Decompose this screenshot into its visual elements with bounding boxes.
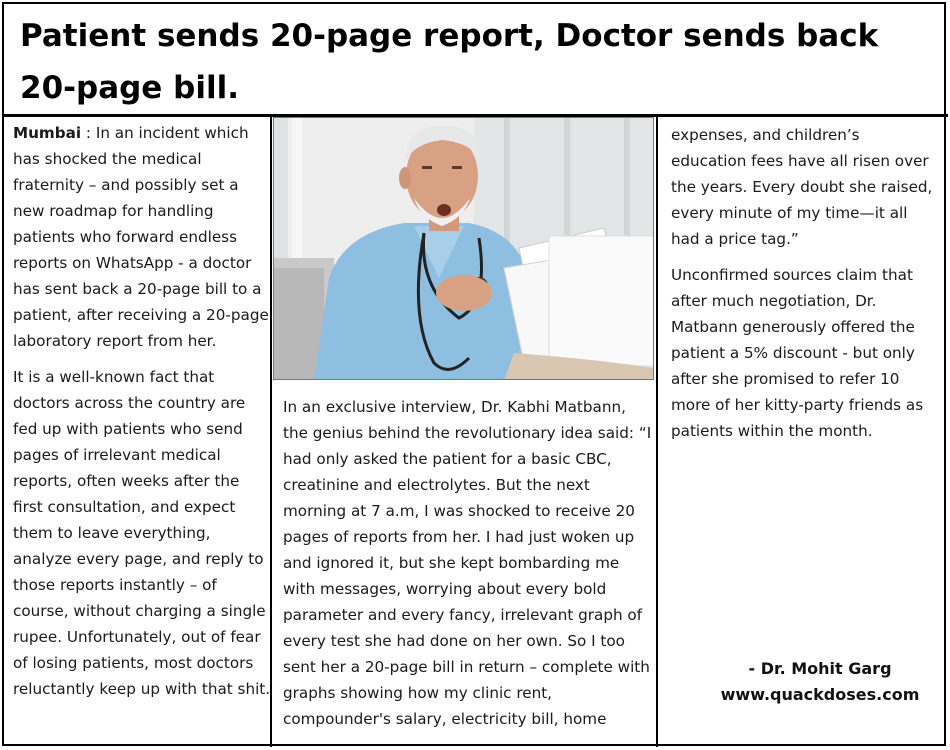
doctor-photo — [273, 117, 654, 380]
paragraph-outcome: Unconfirmed sources claim that after much negotiation, Dr. Matbann generously offered the patient a 5% discount - but only after she promised to refer 10 more of her kitty-party friends as patients within the month. — [671, 266, 924, 440]
paragraph-interview-continued: expenses, and children’s education fees have all risen over the years. Every doubt she raised, every minute of my time—it all had a price tag.” — [671, 126, 933, 248]
column-one — [13, 120, 271, 712]
paragraph-interview: In an exclusive interview, Dr. Kabhi Matbann, the genius behind the revolutionary idea said: “I had only asked the patient for a basic CBC, creatinine and electrolytes. But the next morning at 7 a.m, I was shocked to receive 20 pages of reports from her. I had just woken up and ignored it, but she kept bombarding me with messages, worrying about every bold parameter and every fancy, irrelevant graph of every test she had done on her own. So I too sent her a 20-page bill in return – complete with graphs showing how my clinic rent, compounder's salary, electricity bill, home — [283, 398, 652, 728]
column-rule-right — [656, 117, 658, 747]
dateline: Mumbai — [13, 124, 82, 142]
headline: Patient sends 20-page report, Doctor sends back 20-page bill. — [20, 18, 879, 106]
column-three — [671, 122, 933, 454]
doctor-reading-report-illustration — [274, 118, 654, 380]
headline-box — [2, 2, 948, 117]
signature-block — [700, 656, 940, 708]
paragraph-intro — [13, 120, 271, 354]
intro-text: : In an incident which has shocked the medical fraternity – and possibly set a new roadmap for handling patients who forward endless reports on WhatsApp - a doctor has sent back a 20-page bill to a patient, after receiving a 20-page laboratory report from her. — [13, 124, 269, 350]
website-link[interactable]: www.quackdoses.com — [720, 685, 920, 704]
column-two — [283, 394, 655, 742]
paragraph-background: It is a well-known fact that doctors across the country are fed up with patients who send pages of irrelevant medical reports, often weeks after the first consultation, and expect them to leave everything, analyze every page, and reply to those reports instantly – of course, without charging a single rupee. Unfortunately, out of fear of losing patients, most doctors reluctantly keep up with that shit. — [13, 368, 271, 698]
author-name: - Dr. Mohit Garg — [748, 659, 892, 678]
